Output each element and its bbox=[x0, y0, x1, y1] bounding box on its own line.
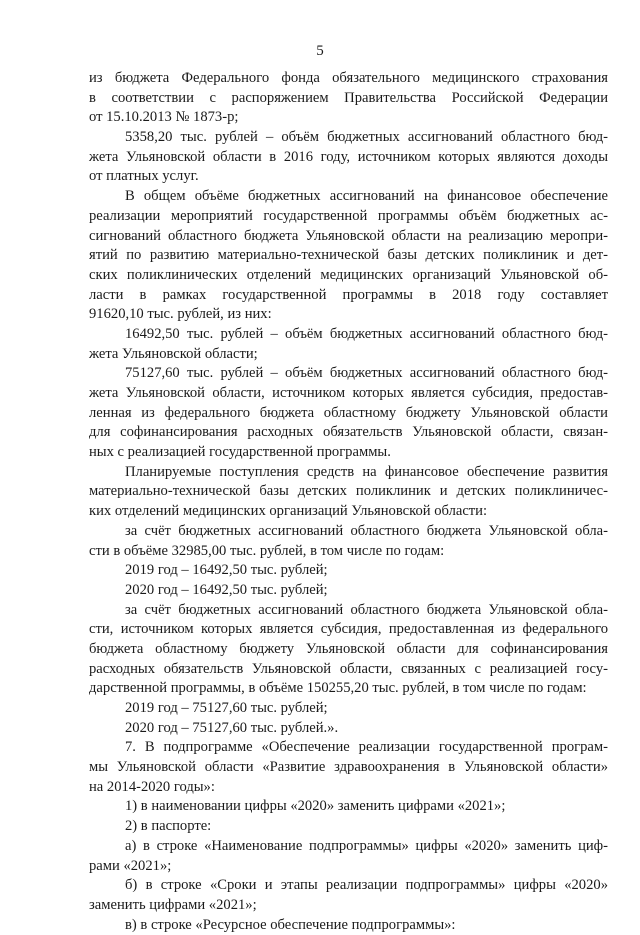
text-line: ных с реализацией государственной программы. bbox=[89, 444, 391, 461]
text-line: ленная из федерального бюджета областному бюджету Ульяновской области bbox=[89, 404, 608, 421]
text-line: 75127,60 тыс. рублей – объём бюджетных ассигнований областного бюд- bbox=[125, 365, 608, 382]
text-line: 91620,10 тыс. рублей, из них: bbox=[89, 306, 272, 323]
text-line: дарственной программы, в объёме 150255,20 тыс. рублей, в том числе по годам: bbox=[89, 680, 587, 697]
text-line: жета Ульяновской области; bbox=[89, 345, 258, 362]
text-line: жета Ульяновской области в 2016 году, источником которых являются доходы bbox=[89, 148, 608, 165]
text-line: заменить цифрами «2021»; bbox=[89, 896, 257, 913]
text-line: ласти в рамках государственной программы в 2018 году составляет bbox=[89, 286, 608, 303]
text-line: сти, источником которых является субсидия, предоставленная из федерального bbox=[89, 621, 608, 638]
text-line: 2) в паспорте: bbox=[125, 818, 212, 835]
text-line: в) в строке «Ресурсное обеспечение подпрограммы»: bbox=[125, 916, 456, 933]
text-line: 5358,20 тыс. рублей – объём бюджетных ассигнований областного бюд- bbox=[125, 129, 608, 146]
text-line: ятий по развитию материально-технической базы детских поликлиник и дет- bbox=[89, 247, 608, 264]
text-line: ких отделений медицинских организаций Ульяновской области: bbox=[89, 503, 488, 520]
text-line: в соответствии с распоряжением Правительства Российской Федерации bbox=[89, 89, 608, 106]
text-line: ских поликлинических отделений медицинских организаций Ульяновской об- bbox=[89, 266, 608, 283]
text-line: жета Ульяновской области, источником которых является субсидия, предостав- bbox=[89, 385, 608, 401]
text-line: В общем объёме бюджетных ассигнований на финансовое обеспечение bbox=[125, 188, 608, 205]
text-line: за счёт бюджетных ассигнований областного бюджета Ульяновской обла- bbox=[125, 601, 608, 618]
text-line: 1) в наименовании цифры «2020» заменить цифрами «2021»; bbox=[125, 798, 506, 815]
text-line: бюджета областному бюджету Ульяновской области для софинансирования bbox=[89, 640, 608, 657]
text-line: реализации мероприятий государственной программы объём бюджетных ас- bbox=[89, 207, 608, 224]
text-line: Планируемые поступления средств на финансовое обеспечение развития bbox=[125, 463, 608, 480]
text-line: за счёт бюджетных ассигнований областного бюджета Ульяновской обла- bbox=[125, 522, 608, 539]
text-line: сигнований областного бюджета Ульяновской области на реализацию меропри- bbox=[89, 227, 608, 244]
text-line: от 15.10.2013 № 1873-р; bbox=[89, 109, 239, 126]
text-line: на 2014-2020 годы»: bbox=[89, 778, 215, 795]
document-body bbox=[89, 69, 608, 935]
text-line: б) в строке «Сроки и этапы реализации подпрограммы» цифры «2020» bbox=[125, 877, 608, 894]
text-line: 7. В подпрограмме «Обеспечение реализации государственной програм- bbox=[125, 739, 608, 756]
text-line: 2019 год – 75127,60 тыс. рублей; bbox=[125, 700, 328, 716]
page-number: 5 bbox=[316, 43, 324, 59]
text-line: мы Ульяновской области «Развитие здравоохранения в Ульяновской области» bbox=[89, 759, 608, 776]
text-line: 2020 год – 75127,60 тыс. рублей.». bbox=[125, 719, 339, 736]
text-line: 2020 год – 16492,50 тыс. рублей; bbox=[125, 581, 328, 598]
text-line: из бюджета Федерального фонда обязательного медицинского страхования bbox=[89, 70, 608, 86]
text-line: рами «2021»; bbox=[89, 857, 172, 874]
text-line: а) в строке «Наименование подпрограммы» цифры «2020» заменить циф- bbox=[125, 837, 608, 854]
text-line: материально-технической базы детских поликлиник и детских поликлиничес- bbox=[89, 483, 608, 500]
text-line: от платных услуг. bbox=[89, 168, 199, 185]
text-line: 16492,50 тыс. рублей – объём бюджетных ассигнований областного бюд- bbox=[125, 325, 608, 342]
text-line: расходных обязательств Ульяновской области, связанных с реализацией госу- bbox=[89, 660, 608, 677]
text-line: для софинансирования расходных обязательств Ульяновской области, связан- bbox=[89, 424, 608, 441]
text-line: 2019 год – 16492,50 тыс. рублей; bbox=[125, 562, 328, 579]
text-line: сти в объёме 32985,00 тыс. рублей, в том числе по годам: bbox=[89, 542, 445, 559]
